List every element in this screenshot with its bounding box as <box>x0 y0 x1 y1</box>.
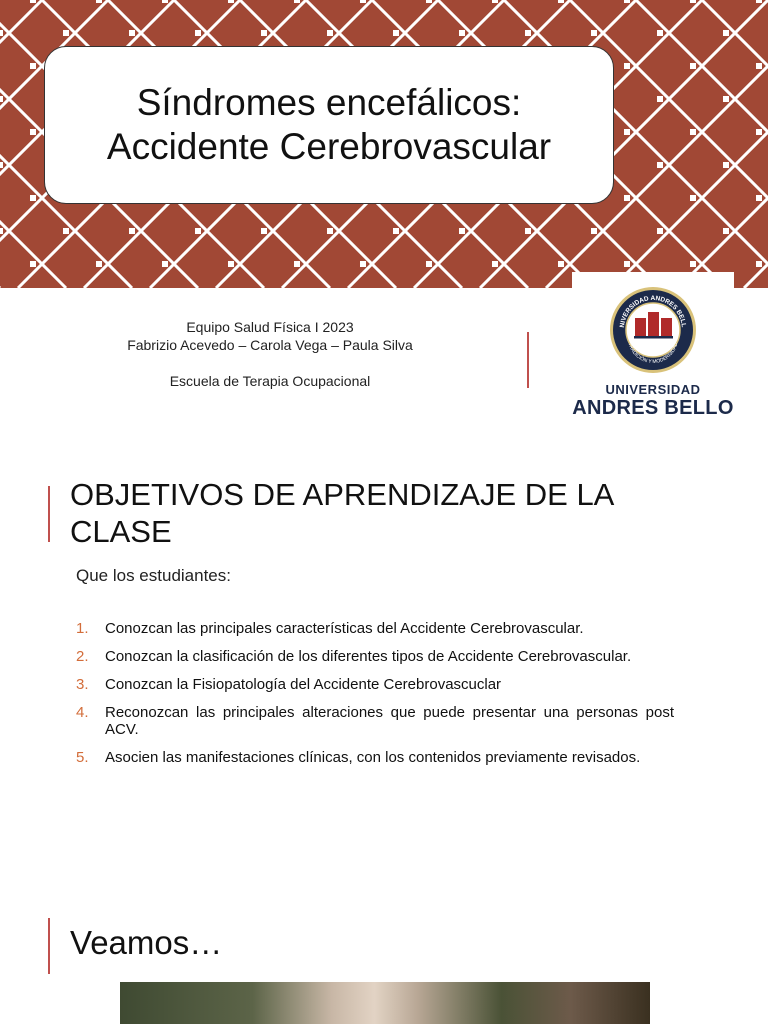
title-line-2: Accidente Cerebrovascular <box>106 126 552 167</box>
objective-text: Conozcan las principales características del Accidente Cerebrovascular. <box>105 620 584 637</box>
title-line-1: Síndromes encefálicos: <box>136 82 522 123</box>
objective-number: 1. <box>76 620 89 637</box>
objective-text: Conozcan la clasificación de los diferentes tipos de Accidente Cerebrovascular. <box>105 648 632 665</box>
objective-item <box>76 648 674 665</box>
objectives-title: OBJETIVOS DE APRENDIZAJE DE LA CLASE <box>70 477 613 549</box>
objective-number: 2. <box>76 648 89 665</box>
logo-text-universidad: UNIVERSIDAD <box>605 382 701 397</box>
seal-top-text: NIVERSIDAD ANDRES BELL <box>618 294 687 329</box>
objective-text: Conozcan la Fisiopatología del Accidente Cerebrovascuclar <box>105 676 502 693</box>
accent-divider <box>48 918 50 974</box>
logo-text-andres-bello: ANDRES BELLO <box>572 397 734 419</box>
accent-divider <box>527 332 529 388</box>
objectives-list <box>76 620 674 777</box>
credits <box>90 318 450 390</box>
authors: Fabrizio Acevedo – Carola Vega – Paula Silva <box>127 337 413 353</box>
objective-item <box>76 749 674 766</box>
university-logo <box>572 272 734 422</box>
objective-item <box>76 676 674 693</box>
seal-bottom-text: TRADICIÓN Y MODERNIDAD <box>626 341 680 366</box>
objective-number: 5. <box>76 749 89 766</box>
objective-number: 4. <box>76 704 89 721</box>
objective-item <box>76 704 674 738</box>
accent-divider <box>48 486 50 542</box>
objective-text: Asocien las manifestaciones clínicas, con los contenidos previamente revisados. <box>105 749 641 766</box>
video-thumbnail[interactable] <box>120 982 650 1024</box>
objective-item <box>76 620 674 637</box>
title-box <box>44 46 614 204</box>
objective-number: 3. <box>76 676 89 693</box>
objectives-intro: Que los estudiantes: <box>76 566 231 585</box>
university-seal-icon <box>572 272 734 382</box>
team-name: Equipo Salud Física I 2023 <box>186 319 354 335</box>
objective-text: Reconozcan las principales alteraciones que puede presentar una personas post ACV. <box>105 704 674 738</box>
veamos-title: Veamos… <box>70 924 223 961</box>
school-name: Escuela de Terapia Ocupacional <box>169 373 371 389</box>
